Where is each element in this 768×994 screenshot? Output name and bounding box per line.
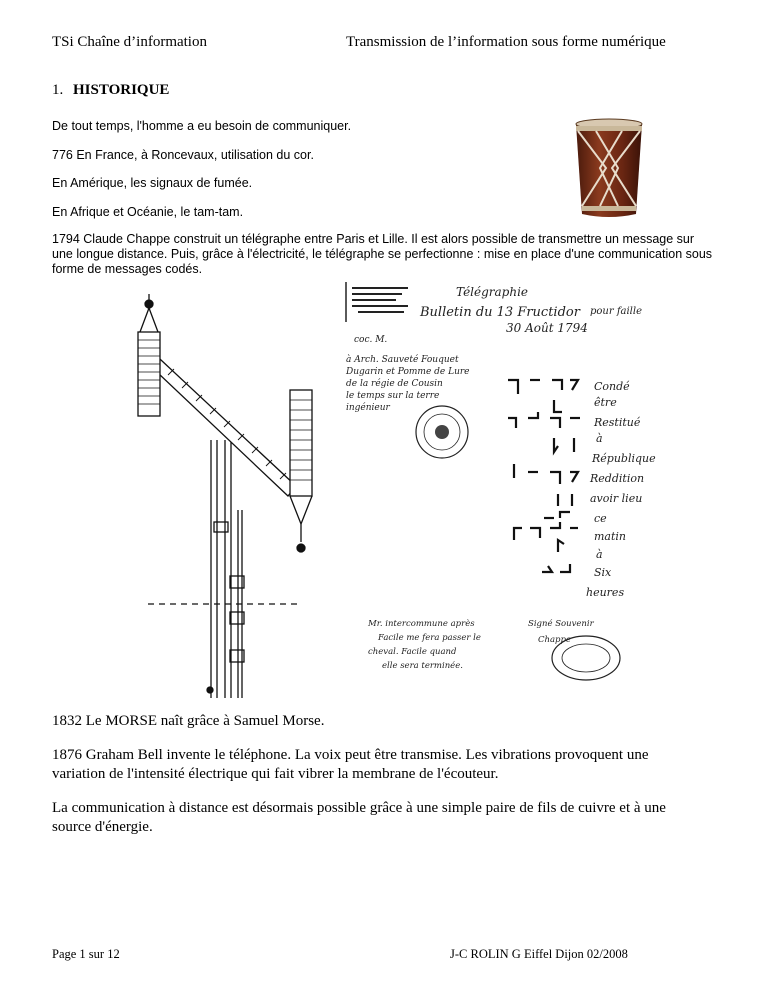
letter-word-8: ce bbox=[594, 512, 607, 525]
chappe-telegraph-letter-image bbox=[338, 282, 656, 700]
svg-text:ingénieur: ingénieur bbox=[346, 403, 390, 413]
event-bell-line-1: 1876 Graham Bell invente le téléphone. La voix peut être transmise. Les vibrations provoquent une bbox=[52, 747, 649, 763]
letter-word-12: heures bbox=[586, 586, 625, 599]
chappe-semaphore-image bbox=[118, 290, 336, 702]
letter-word-7: avoir lieu bbox=[590, 492, 643, 505]
header-left: TSi Chaîne d’information bbox=[52, 34, 207, 50]
letter-bulletin: Bulletin du 13 Fructidor bbox=[420, 305, 580, 320]
event-cor: 776 En France, à Roncevaux, utilisation du cor. bbox=[52, 148, 314, 162]
svg-text:elle sera terminée.: elle sera terminée. bbox=[382, 661, 463, 671]
footer-author: J-C ROLIN G Eiffel Dijon 02/2008 bbox=[450, 947, 628, 961]
letter-word-4: à bbox=[596, 432, 603, 445]
conclusion-line-1: La communication à distance est désormais possible grâce à une simple paire de fils de cuivre et à une bbox=[52, 800, 666, 816]
letter-word-5: République bbox=[592, 452, 656, 465]
letter-word-2: être bbox=[594, 396, 617, 409]
letter-note: pour faille bbox=[590, 306, 642, 317]
svg-text:Signé Souvenir: Signé Souvenir bbox=[528, 619, 594, 629]
letter-heading: Télégraphie bbox=[456, 285, 529, 299]
tam-tam-drum-image bbox=[566, 116, 652, 220]
section-heading bbox=[52, 82, 169, 99]
letter-word-9: matin bbox=[594, 530, 627, 543]
event-tamtam: En Afrique et Océanie, le tam-tam. bbox=[52, 205, 244, 219]
letter-date: 30 Août 1794 bbox=[506, 321, 588, 335]
svg-text:cheval. Facile quand: cheval. Facile quand bbox=[368, 647, 457, 657]
letter-word-3: Restitué bbox=[594, 416, 641, 429]
letter-word-6: Reddition bbox=[590, 472, 645, 485]
svg-text:Chappe: Chappe bbox=[538, 635, 571, 645]
section-title: HISTORIQUE bbox=[73, 82, 170, 98]
svg-text:à Arch. Sauveté Fouquet: à Arch. Sauveté Fouquet bbox=[346, 355, 459, 365]
event-smoke: En Amérique, les signaux de fumée. bbox=[52, 176, 253, 190]
svg-text:de la régie de Cousin: de la régie de Cousin bbox=[346, 379, 443, 389]
footer-page-number: Page 1 sur 12 bbox=[52, 947, 120, 961]
event-morse: 1832 Le MORSE naît grâce à Samuel Morse. bbox=[52, 713, 325, 729]
event-chappe-line-3: forme de messages codés. bbox=[52, 262, 203, 276]
section-number: 1. bbox=[52, 82, 64, 98]
svg-text:Mr. intercommune après: Mr. intercommune après bbox=[368, 619, 475, 629]
conclusion-line-2: source d'énergie. bbox=[52, 819, 153, 835]
header-right: Transmission de l’information sous forme numérique bbox=[346, 34, 666, 50]
intro-text: De tout temps, l'homme a eu besoin de communiquer. bbox=[52, 119, 352, 133]
event-chappe-line-1: 1794 Claude Chappe construit un télégraphe entre Paris et Lille. Il est alors possible de transmettre un message sur bbox=[52, 232, 695, 246]
letter-word-11: Six bbox=[594, 566, 612, 579]
svg-text:Facile me fera passer le: Facile me fera passer le bbox=[378, 633, 481, 643]
letter-word-10: à bbox=[596, 548, 603, 561]
event-bell-line-2: variation de l'intensité électrique qui fait vibrer la membrane de l'écouteur. bbox=[52, 766, 499, 782]
svg-text:Dugarin et Pomme de Lure: Dugarin et Pomme de Lure bbox=[346, 367, 470, 377]
svg-text:coc. M.: coc. M. bbox=[354, 335, 388, 345]
svg-text:le temps sur la terre: le temps sur la terre bbox=[346, 391, 440, 401]
event-chappe-line-2: une longue distance. Puis, grâce à l'électricité, le télégraphe se perfectionne : mise en place d'une communication sous bbox=[52, 247, 713, 261]
letter-word-1: Condé bbox=[594, 380, 630, 393]
